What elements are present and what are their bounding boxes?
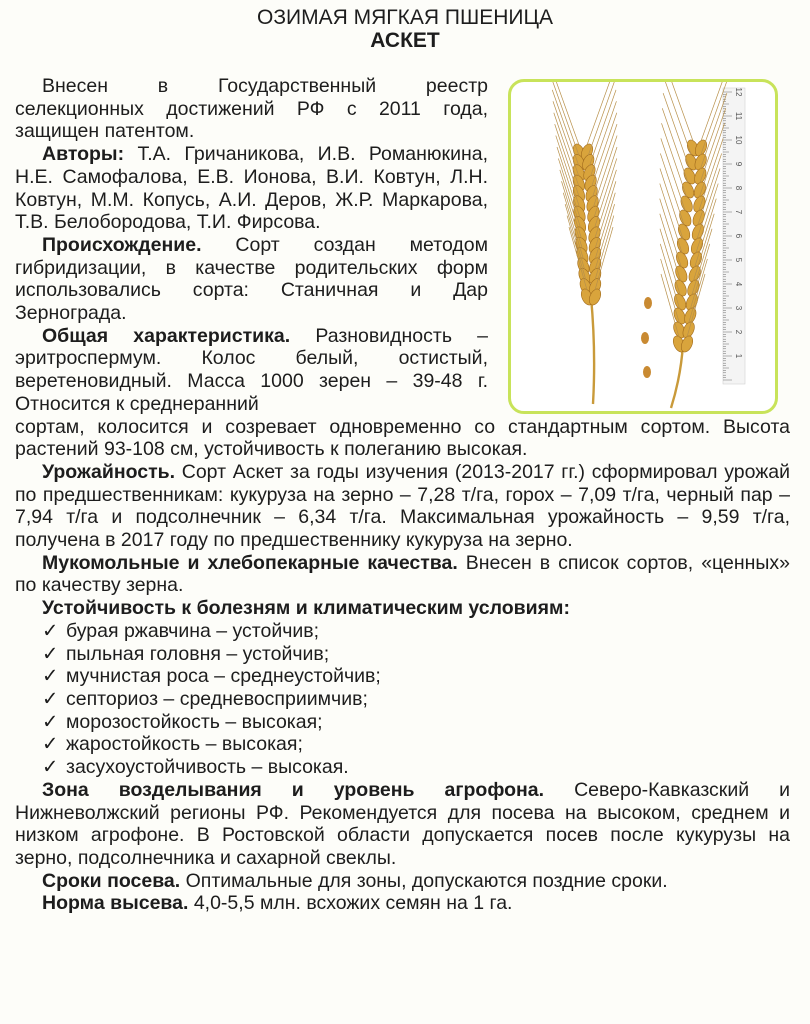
sowing-rate-label: Норма высева. [42,892,189,915]
variety-name: АСКЕТ [370,29,440,52]
general-paragraph [15,325,488,416]
intro-paragraph: Внесен в Государственный реестр селекционных достижений РФ с 2011 года, защищен патентом. [15,75,488,143]
sowing-time-paragraph [15,870,790,893]
svg-text:6: 6 [734,233,743,239]
yield-paragraph [15,461,790,552]
authors-paragraph [15,143,488,234]
svg-text:4: 4 [734,281,743,287]
list-item: ✓ морозостойкость – высокая; [42,710,323,733]
page-title: ОЗИМАЯ МЯГКАЯ ПШЕНИЦА [256,6,554,29]
check-icon: ✓ [42,733,59,756]
svg-text:12: 12 [734,87,743,97]
origin-label: Происхождение. [42,233,202,256]
document-body [15,75,790,915]
sowing-rate-paragraph [15,892,790,915]
zone-paragraph [15,779,790,870]
authors-label: Авторы: [42,143,125,166]
check-icon: ✓ [42,687,59,710]
sowing-time-label: Сроки посева. [42,869,181,892]
sowing-time-text: Оптимальные для зоны, допускаются поздние сроки. [180,869,668,892]
milling-text: Внесен в список сортов, «ценных» по качеству зерна. [15,551,790,597]
svg-text:2: 2 [734,329,743,335]
general-label: Общая характеристика. [42,324,291,347]
list-item: ✓ жаростойкость – высокая; [42,733,303,756]
zone-text: Северо-Кавказский и Нижневолжский регионы РФ. Рекомендуется для посева на высоком, среднем и низком агрофоне. В Ростовской области допускается посев после кукурузы на зерно, подсолнечника и сахарной свеклы. [15,778,790,869]
svg-text:5: 5 [734,257,743,263]
svg-text:10: 10 [734,135,743,145]
svg-text:1: 1 [734,353,743,359]
list-item: ✓ засухоустойчивость – высокая. [42,756,349,779]
yield-label: Урожайность. [42,460,176,483]
list-item: ✓ септориоз – средневосприимчив; [42,687,368,710]
milling-label: Мукомольные и хлебопекарные качества. [42,551,458,574]
resistance-list [15,620,790,779]
yield-text: Сорт Аскет за годы изучения (2013-2017 гг.) сформировал урожай по предшественникам: кукуруза на зерно – 7,28 т/га, горох – 7,09 т/га, черный пар – 7,94 т/га и подсолнечник – 6,34 т/га. Максимальная урожайность – 9,59 т/га, получена в 2017 году по предшественнику кукуруза на зерно. [15,460,790,552]
check-icon: ✓ [42,710,59,733]
svg-text:7: 7 [734,209,743,215]
resistance-heading: Устойчивость к болезням и климатическим условиям: [42,597,570,620]
authors-text: Т.А. Гричаникова, И.В. Романюкина, Н.Е. Самофалова, Е.В. Ионова, В.И. Ковтун, Л.Н. Ковтун, М.М. Копусь, А.И. Деров, Ж.Р. Маркарова, Т.В. Белобородова, Т.И. Фирсова. [15,143,488,234]
sowing-rate-text: 4,0-5,5 млн. всхожих семян на 1 га. [188,892,513,915]
svg-text:11: 11 [734,111,743,121]
check-icon: ✓ [42,642,59,665]
check-icon: ✓ [42,619,59,642]
list-item: ✓ мучнистая роса – среднеустойчив; [42,665,381,688]
general-text: Разновидность – эритроспермум. Колос белый, остистый, веретеновидный. Масса 1000 зерен – 39-48 г. Относится к среднеранний [15,324,488,415]
milling-paragraph [15,552,790,597]
svg-text:3: 3 [734,305,743,311]
list-item: ✓ пыльная головня – устойчив; [42,642,330,665]
check-icon: ✓ [42,756,59,779]
zone-label: Зона возделывания и уровень агрофона. [42,778,545,801]
svg-text:8: 8 [734,185,743,191]
check-icon: ✓ [42,665,59,688]
origin-text: Сорт создан методом гибридизации, в качестве родительских форм использовались сорта: Станичная и Дар Зернограда. [15,233,488,325]
svg-text:9: 9 [734,161,743,167]
origin-paragraph [15,234,488,325]
list-item: ✓ бурая ржавчина – устойчив; [42,619,320,642]
general-paragraph-continued: сортам, колосится и созревает одновременно со стандартным сортом. Высота растений 93-108 см, устойчивость к полеганию высокая. [15,415,790,461]
